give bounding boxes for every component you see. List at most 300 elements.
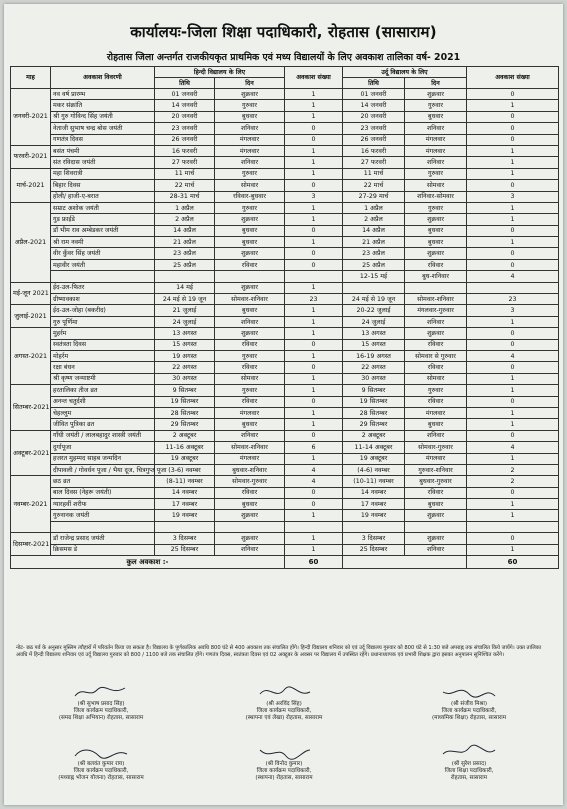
urdu-date-cell: 27-29 मार्च: [343, 191, 405, 202]
occasion-cell: क्रिसमस डे: [51, 544, 155, 555]
occasion-cell: ईद-उल-फितर: [51, 282, 155, 293]
occasion-cell: रक्षा बंधन: [51, 362, 155, 373]
urdu-count-cell: 1: [467, 510, 559, 521]
hindi-date-cell: 22 मार्च: [155, 180, 215, 191]
urdu-count-cell: 4: [467, 442, 559, 453]
month-cell: अक्टूबर-2021: [11, 430, 51, 476]
signature-scribble: [254, 684, 314, 700]
holiday-row: [11, 89, 559, 100]
occasion-cell: मोहर्रम: [51, 350, 155, 361]
hindi-date-cell: 11 मार्च: [155, 168, 215, 179]
hindi-count-cell: 1: [285, 316, 343, 327]
signature-scribble: [439, 684, 499, 700]
occasion-cell: गुरुनानक जयंती: [51, 510, 155, 521]
urdu-day-cell: सोमवार: [405, 373, 467, 384]
urdu-day-cell: सोमवार: [405, 180, 467, 191]
hindi-day-cell: बुधवार: [215, 237, 285, 248]
occasion-cell: गाँधी जयंती / लालबहादुर शास्त्री जयंती: [51, 430, 155, 441]
urdu-date-cell: 28 सितम्बर: [343, 407, 405, 418]
holiday-row: [11, 544, 559, 555]
hindi-day-cell: शुक्रवार: [215, 533, 285, 544]
urdu-date-cell: 11 मार्च: [343, 168, 405, 179]
urdu-date-cell: 9 सितम्बर: [343, 385, 405, 396]
hindi-date-cell: 13 अगस्त: [155, 328, 215, 339]
urdu-day-cell: बुधवार: [405, 499, 467, 510]
signature-block-5: [209, 744, 359, 783]
hindi-day-cell: गुरुवार: [215, 385, 285, 396]
signature-block-4: [26, 744, 176, 783]
hindi-day-cell: [215, 271, 285, 282]
urdu-count-cell: 1: [467, 202, 559, 213]
hindi-date-cell: 17 नवम्बर: [155, 499, 215, 510]
urdu-count-cell: 2: [467, 464, 559, 475]
hindi-date-cell: 25 दिसम्बर: [155, 544, 215, 555]
holiday-row: [11, 157, 559, 168]
hindi-count-cell: [285, 271, 343, 282]
urdu-day-cell: शनिवार: [405, 430, 467, 441]
urdu-day-cell: मंगलवार: [405, 134, 467, 145]
urdu-day-cell: सोमवार-शनिवार: [405, 294, 467, 305]
occasion-cell: चेहल्लुम: [51, 407, 155, 418]
holiday-row: [11, 328, 559, 339]
signature-scribble: [254, 744, 314, 760]
urdu-count-cell: 1: [467, 168, 559, 179]
urdu-day-cell: गुरुवार-शनिवार: [405, 464, 467, 475]
hindi-date-cell: 11-16 अक्टूबर: [155, 442, 215, 453]
urdu-date-cell: 24 जुलाई: [343, 316, 405, 327]
hindi-date-cell: [155, 521, 215, 532]
hindi-day-cell: रविवार: [215, 487, 285, 498]
signatory-name: (श्री संजीव मिश्रा): [450, 701, 488, 707]
urdu-day-cell: बुध-शनिवार: [405, 271, 467, 282]
urdu-date-cell: 24 मई से 19 जून: [343, 294, 405, 305]
urdu-day-cell: [405, 282, 467, 293]
hindi-count-cell: 0: [285, 396, 343, 407]
hindi-count-cell: 1: [285, 328, 343, 339]
hindi-day-cell: बुधवार-शनिवार: [215, 464, 285, 475]
hindi-day-cell: सोमवार: [215, 180, 285, 191]
hindi-count-cell: 1: [285, 533, 343, 544]
urdu-date-cell: 27 फरवरी: [343, 157, 405, 168]
holiday-row: [11, 259, 559, 270]
urdu-date-cell: 20-22 जुलाई: [343, 305, 405, 316]
urdu-date-cell: (4-6) नवम्बर: [343, 464, 405, 475]
header-hindi-schools: हिन्दी विद्यालय के लिए: [155, 67, 285, 78]
month-cell: मार्च-2021: [11, 168, 51, 202]
urdu-day-cell: बुधवार: [405, 111, 467, 122]
signatory-name: (श्री सुरेश प्रसाद): [451, 761, 487, 767]
hindi-count-cell: 3: [285, 191, 343, 202]
occasion-cell: श्री कृष्ण जन्माष्टमी: [51, 373, 155, 384]
urdu-day-cell: मंगलवार: [405, 407, 467, 418]
urdu-count-cell: 0: [467, 248, 559, 259]
hindi-count-cell: 0: [285, 499, 343, 510]
urdu-date-cell: [343, 521, 405, 532]
hindi-count-cell: 1: [285, 111, 343, 122]
hindi-day-cell: मंगलवार: [215, 145, 285, 156]
hindi-date-cell: 24 जुलाई: [155, 316, 215, 327]
hindi-day-cell: रविवार: [215, 396, 285, 407]
urdu-day-cell: शुक्रवार: [405, 533, 467, 544]
hindi-date-cell: 1 अप्रैल: [155, 202, 215, 213]
hindi-day-cell: शुक्रवार: [215, 214, 285, 225]
holiday-row: [11, 350, 559, 361]
urdu-count-cell: 0: [467, 328, 559, 339]
hindi-count-cell: 1: [285, 350, 343, 361]
urdu-date-cell: (10-11) नवम्बर: [343, 476, 405, 487]
hindi-count-cell: 1: [285, 100, 343, 111]
hindi-date-cell: 19 नवम्बर: [155, 510, 215, 521]
urdu-date-cell: 13 अगस्त: [343, 328, 405, 339]
header-hindi-date: तिथि: [155, 78, 215, 89]
urdu-date-cell: 15 अगस्त: [343, 339, 405, 350]
urdu-day-cell: शुक्रवार: [405, 328, 467, 339]
holiday-row: [11, 510, 559, 521]
hindi-date-cell: 01 जनवरी: [155, 89, 215, 100]
hindi-day-cell: बुधवार: [215, 419, 285, 430]
hindi-day-cell: गुरुवार: [215, 168, 285, 179]
urdu-count-cell: 0: [467, 111, 559, 122]
holiday-row: [11, 533, 559, 544]
holiday-row: [11, 442, 559, 453]
occasion-cell: सम्राट अशोक जयंती: [51, 202, 155, 213]
hindi-count-cell: 1: [285, 157, 343, 168]
holiday-row: [11, 464, 559, 475]
signatory-office: (मध्याह्न भोजन योजना) रोहतास, सासाराम: [58, 775, 144, 782]
occasion-cell: ग्रीष्मावकाश: [51, 294, 155, 305]
hindi-count-cell: 6: [285, 442, 343, 453]
holiday-row: [11, 419, 559, 430]
urdu-day-cell: रविवार: [405, 339, 467, 350]
month-cell: नवम्बर-2021: [11, 476, 51, 533]
holiday-row: [11, 134, 559, 145]
hindi-date-cell: 24 मई से 19 जून: [155, 294, 215, 305]
urdu-day-cell: बुधवार: [405, 225, 467, 236]
hindi-date-cell: 14 नवम्बर: [155, 487, 215, 498]
hindi-count-cell: 4: [285, 464, 343, 475]
occasion-cell: स्वतंत्रता दिवस: [51, 339, 155, 350]
urdu-day-cell: शुक्रवार: [405, 248, 467, 259]
urdu-count-cell: 1: [467, 385, 559, 396]
total-hindi: 60: [285, 556, 343, 569]
signatory-name: (श्री अरविंद सिंह): [266, 701, 302, 707]
occasion-cell: श्री राम नवमी: [51, 237, 155, 248]
header-hindi-day: दिन: [215, 78, 285, 89]
occasion-cell: हजरत मुहम्मद साहब जन्मदिन: [51, 453, 155, 464]
hindi-count-cell: 1: [285, 453, 343, 464]
hindi-day-cell: शनिवार: [215, 157, 285, 168]
hindi-day-cell: मंगलवार: [215, 453, 285, 464]
hindi-count-cell: 1: [285, 145, 343, 156]
hindi-day-cell: सोमवार-शनिवार: [215, 442, 285, 453]
occasion-cell: हरतालिका तीज व्रत: [51, 385, 155, 396]
hindi-count-cell: 1: [285, 214, 343, 225]
signature-scribble: [439, 744, 499, 760]
signature-scribble: [71, 744, 131, 760]
hindi-count-cell: 23: [285, 294, 343, 305]
occasion-cell: डॉ भीम राव अम्बेडकर जयंती: [51, 225, 155, 236]
signatory-office: रोहतास, सासाराम: [450, 775, 488, 782]
hindi-date-cell: 2 अक्टूबर: [155, 430, 215, 441]
urdu-day-cell: बुधवार: [405, 419, 467, 430]
holiday-table: [10, 66, 559, 569]
hindi-count-cell: 4: [285, 476, 343, 487]
hindi-date-cell: 19 अगस्त: [155, 350, 215, 361]
month-cell: सितम्बर-2021: [11, 385, 51, 431]
urdu-day-cell: शुक्रवार: [405, 89, 467, 100]
urdu-count-cell: 4: [467, 271, 559, 282]
occasion-cell: दुर्गापूजा: [51, 442, 155, 453]
occasion-cell: बाल दिवस (नेहरू जयंती): [51, 487, 155, 498]
month-cell: अप्रैल-2021: [11, 202, 51, 282]
urdu-day-cell: गुरुवार: [405, 168, 467, 179]
signatory-name: (श्री बलवंत कुमार राय): [77, 761, 125, 767]
header-occasion: अवकाश विवरणी: [51, 67, 155, 89]
hindi-date-cell: 14 मई: [155, 282, 215, 293]
hindi-day-cell: शुक्रवार: [215, 282, 285, 293]
signature-block-3: [394, 684, 544, 723]
hindi-day-cell: गुरुवार: [215, 100, 285, 111]
urdu-count-cell: 1: [467, 407, 559, 418]
urdu-day-cell: शनिवार: [405, 316, 467, 327]
urdu-count-cell: 1: [467, 214, 559, 225]
hindi-date-cell: 23 जनवरी: [155, 123, 215, 134]
hindi-count-cell: 1: [285, 202, 343, 213]
hindi-date-cell: 30 अगस्त: [155, 373, 215, 384]
urdu-date-cell: 14 नवम्बर: [343, 487, 405, 498]
hindi-day-cell: बुधवार: [215, 499, 285, 510]
holiday-row: [11, 168, 559, 179]
urdu-day-cell: गुरुवार: [405, 385, 467, 396]
hindi-count-cell: 0: [285, 180, 343, 191]
signatory-role: जिला कार्यक्रम पदाधिकारी,: [73, 768, 129, 775]
urdu-day-cell: शनिवार: [405, 157, 467, 168]
urdu-count-cell: 1: [467, 453, 559, 464]
holiday-row: [11, 430, 559, 441]
urdu-day-cell: [405, 521, 467, 532]
hindi-count-cell: 1: [285, 237, 343, 248]
month-cell: जनवरी-2021: [11, 89, 51, 146]
hindi-day-cell: शुक्रवार: [215, 248, 285, 259]
urdu-count-cell: 3: [467, 305, 559, 316]
urdu-day-cell: गुरुवार: [405, 100, 467, 111]
urdu-day-cell: मंगलवार: [405, 145, 467, 156]
hindi-date-cell: 28-31 मार्च: [155, 191, 215, 202]
urdu-count-cell: 0: [467, 396, 559, 407]
hindi-count-cell: 0: [285, 487, 343, 498]
total-spacer: [343, 556, 467, 569]
occasion-cell: वीर कुँवर सिंह जयंती: [51, 248, 155, 259]
holiday-row: [11, 282, 559, 293]
urdu-day-cell: रविवार: [405, 396, 467, 407]
hindi-count-cell: 1: [285, 282, 343, 293]
urdu-date-cell: 12-15 मई: [343, 271, 405, 282]
holiday-row: [11, 191, 559, 202]
hindi-day-cell: मंगलवार: [215, 134, 285, 145]
occasion-cell: बिहार दिवस: [51, 180, 155, 191]
hindi-count-cell: 0: [285, 259, 343, 270]
hindi-date-cell: 22 अगस्त: [155, 362, 215, 373]
holiday-row: [11, 100, 559, 111]
signatory-office: (समग्र शिक्षा अभियान) रोहतास, सासाराम: [58, 715, 144, 722]
hindi-date-cell: 25 अप्रैल: [155, 259, 215, 270]
month-cell: अगस्त-2021: [11, 328, 51, 385]
hindi-date-cell: 28 सितम्बर: [155, 407, 215, 418]
holiday-row: [11, 271, 559, 282]
header-urdu-count: अवकाश संख्या: [467, 67, 559, 89]
urdu-date-cell: 30 अगस्त: [343, 373, 405, 384]
hindi-count-cell: [285, 521, 343, 532]
urdu-day-cell: सोमवार से गुरुवार: [405, 350, 467, 361]
hindi-count-cell: 1: [285, 89, 343, 100]
urdu-date-cell: 22 अगस्त: [343, 362, 405, 373]
urdu-count-cell: 0: [467, 339, 559, 350]
hindi-day-cell: सोमवार-शनिवार: [215, 294, 285, 305]
hindi-date-cell: 21 अप्रैल: [155, 237, 215, 248]
urdu-date-cell: 3 दिसम्बर: [343, 533, 405, 544]
holiday-row: [11, 339, 559, 350]
urdu-date-cell: 23 जनवरी: [343, 123, 405, 134]
hindi-date-cell: 14 जनवरी: [155, 100, 215, 111]
hindi-count-cell: 1: [285, 407, 343, 418]
hindi-date-cell: 20 जनवरी: [155, 111, 215, 122]
occasion-cell: गुड फ्राईडे: [51, 214, 155, 225]
footnote: नोट- छठ पर्व के अनुसार मुस्लिम त्यौहारों में परिवर्तन किया जा सकता है। विद्यालय के पूर्णकालिक अवधि 800 घंटे से 400 अवकाश तक संचालित होंगे। हिन्दी विद्यालय शनिवार को एवं उर्दू विद्यालय गुरुवार को 800 घंटे से 1:30 बजे अपराह्न तक संचालित किये जायेंगे। उक्त तालिका अवधि में हिन्दी विद्यालय शनिवार एवं उर्दू विद्यालय गुरुवार को 800 / 1100 बजे तक संचालित होंगे। गणतंत्र दिवस, स्वतंत्रता दिवस एवं 02 अक्टूबर के अवसर पर विद्यालय में उपस्थित रहेंगे। प्रधानाध्यापक एवं प्रभारी शिक्षक द्वारा इसका अनुपालन सुनिश्चित करेंगे।: [16, 645, 542, 658]
urdu-day-cell: शनिवार-सोमवार: [405, 191, 467, 202]
urdu-count-cell: 1: [467, 499, 559, 510]
urdu-count-cell: 0: [467, 362, 559, 373]
signatory-office: (स्थापना एवं लेखा) रोहतास, सासाराम: [245, 715, 323, 722]
holiday-row: [11, 305, 559, 316]
month-cell: जुलाई-2021: [11, 305, 51, 328]
hindi-day-cell: शनिवार: [215, 544, 285, 555]
urdu-count-cell: [467, 521, 559, 532]
hindi-day-cell: गुरुवार: [215, 202, 285, 213]
hindi-count-cell: 0: [285, 134, 343, 145]
urdu-date-cell: 26 जनवरी: [343, 134, 405, 145]
hindi-date-cell: 19 अक्टूबर: [155, 453, 215, 464]
occasion-cell: जीवित पुत्रिका व्रत: [51, 419, 155, 430]
occasion-cell: छठ व्रत: [51, 476, 155, 487]
hindi-date-cell: 23 अप्रैल: [155, 248, 215, 259]
holiday-row: [11, 499, 559, 510]
urdu-count-cell: 1: [467, 316, 559, 327]
signatory-role: जिला कार्यक्रम पदाधिकारी,: [441, 708, 497, 715]
holiday-row: [11, 237, 559, 248]
holiday-row: [11, 123, 559, 134]
signatory-role: जिला कार्यक्रम पदाधिकारी,: [256, 708, 312, 715]
hindi-day-cell: शुक्रवार: [215, 89, 285, 100]
hindi-day-cell: शनिवार: [215, 123, 285, 134]
urdu-count-cell: 0: [467, 123, 559, 134]
urdu-count-cell: 0: [467, 259, 559, 270]
occasion-cell: महा शिवरात्री: [51, 168, 155, 179]
hindi-count-cell: 0: [285, 339, 343, 350]
urdu-day-cell: मंगलवार: [405, 453, 467, 464]
hindi-day-cell: शनिवार: [215, 430, 285, 441]
hindi-count-cell: 0: [285, 248, 343, 259]
urdu-day-cell: बुधवार-गुरुवार: [405, 476, 467, 487]
holiday-row: [11, 294, 559, 305]
header-month: माह: [11, 67, 51, 89]
month-cell: मई-जून 2021: [11, 282, 51, 305]
occasion-cell: दीपावली / गोवर्धन पूजा / भैया दूज, चित्रगुप्त पूजा: [51, 464, 155, 475]
urdu-day-cell: रविवार: [405, 362, 467, 373]
signatory-office: (माध्यमिक शिक्षा) रोहतास, सासाराम: [431, 715, 507, 722]
urdu-date-cell: 19 अक्टूबर: [343, 453, 405, 464]
hindi-date-cell: 19 सितम्बर: [155, 396, 215, 407]
holiday-row: [11, 453, 559, 464]
urdu-count-cell: 1: [467, 145, 559, 156]
document-subtitle: रोहतास जिला अन्तर्गत राजकीयकृत प्राथमिक एवं मध्य विद्यालयों के लिए अवकाश तालिका वर्ष- 2021: [106, 52, 461, 63]
occasion-cell: ग्यारहवीं शरीफ: [51, 499, 155, 510]
holiday-row: [11, 111, 559, 122]
urdu-day-cell: गुरुवार: [405, 202, 467, 213]
urdu-date-cell: [343, 282, 405, 293]
holiday-row: [11, 180, 559, 191]
hindi-day-cell: सोमवार: [215, 373, 285, 384]
urdu-date-cell: 11-14 अक्टूबर: [343, 442, 405, 453]
urdu-count-cell: 1: [467, 544, 559, 555]
hindi-date-cell: 2 अप्रैल: [155, 214, 215, 225]
occasion-cell: होली/ हाजी-ए-बरात: [51, 191, 155, 202]
urdu-date-cell: 1 अप्रैल: [343, 202, 405, 213]
hindi-day-cell: बुधवार: [215, 111, 285, 122]
urdu-day-cell: बुधवार: [405, 237, 467, 248]
urdu-count-cell: 1: [467, 157, 559, 168]
hindi-day-cell: रविवार: [215, 362, 285, 373]
total-row: [11, 556, 559, 569]
header-urdu-date: तिथि: [343, 78, 405, 89]
urdu-date-cell: 29 सितम्बर: [343, 419, 405, 430]
urdu-day-cell: मंगलवार-गुरुवार: [405, 305, 467, 316]
urdu-count-cell: 4: [467, 350, 559, 361]
hindi-count-cell: 1: [285, 544, 343, 555]
hindi-count-cell: 1: [285, 419, 343, 430]
hindi-date-cell: (8-11) नवम्बर: [155, 476, 215, 487]
header-urdu-schools: उर्दू विद्यालय के लिए: [343, 67, 467, 78]
urdu-count-cell: 3: [467, 191, 559, 202]
hindi-day-cell: [215, 521, 285, 532]
signature-block-2: [209, 684, 359, 723]
hindi-date-cell: 16 फरवरी: [155, 145, 215, 156]
holiday-row: [11, 214, 559, 225]
urdu-count-cell: 0: [467, 533, 559, 544]
hindi-date-cell: 26 जनवरी: [155, 134, 215, 145]
urdu-date-cell: 14 अप्रैल: [343, 225, 405, 236]
urdu-date-cell: 17 नवम्बर: [343, 499, 405, 510]
hindi-count-cell: 1: [285, 305, 343, 316]
occasion-cell: नव वर्ष प्रारम्भ: [51, 89, 155, 100]
urdu-date-cell: 22 मार्च: [343, 180, 405, 191]
holiday-row: [11, 476, 559, 487]
signatory-role: जिला कार्यक्रम पदाधिकारी,: [73, 708, 129, 715]
urdu-count-cell: 2: [467, 476, 559, 487]
urdu-count-cell: 0: [467, 89, 559, 100]
hindi-day-cell: शनिवार: [215, 316, 285, 327]
hindi-day-cell: बुधवार: [215, 305, 285, 316]
hindi-count-cell: 1: [285, 373, 343, 384]
hindi-count-cell: 0: [285, 430, 343, 441]
urdu-day-cell: रविवार: [405, 259, 467, 270]
urdu-count-cell: 0: [467, 134, 559, 145]
urdu-count-cell: 1: [467, 237, 559, 248]
hindi-day-cell: मंगलवार: [215, 407, 285, 418]
hindi-day-cell: शुक्रवार: [215, 510, 285, 521]
urdu-day-cell: शुक्रवार: [405, 214, 467, 225]
hindi-day-cell: गुरुवार: [215, 350, 285, 361]
hindi-date-cell: [155, 271, 215, 282]
